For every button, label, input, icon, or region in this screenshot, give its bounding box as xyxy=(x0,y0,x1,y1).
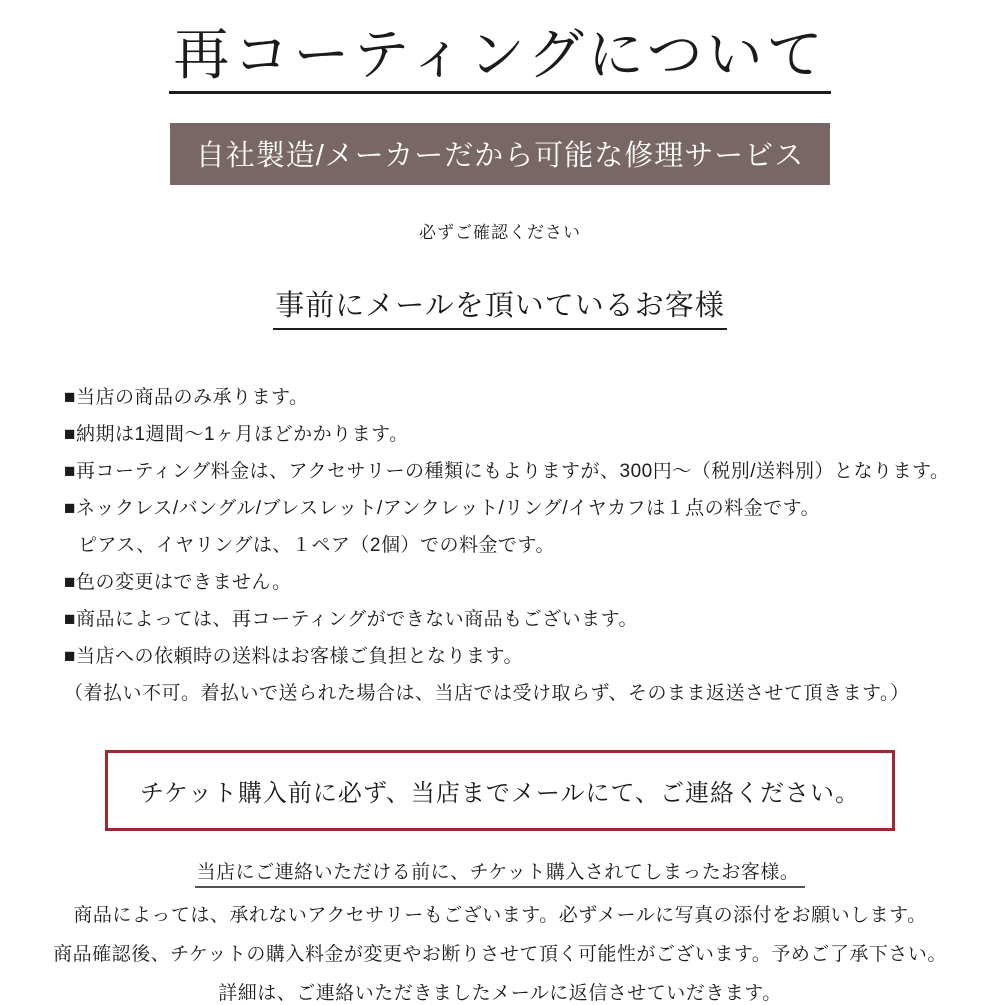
list-item: ■当店への依頼時の送料はお客様ご負担となります。 xyxy=(64,645,523,667)
list-item: ■再コーティング料金は、アクセサリーの種類にもよりますが、300円〜（税別/送料別）となります。 xyxy=(64,460,950,482)
list-item: （着払い不可。着払いで送られた場合は、当店では受け取らず、そのまま返送させて頂きます。） xyxy=(64,682,910,704)
footer-section xyxy=(0,857,1000,1005)
list-item: ■ネックレス/バングル/ブレスレット/アンクレット/リング/イヤカフは１点の料金です。 xyxy=(64,497,821,519)
title-section xyxy=(0,0,1000,94)
section-heading: 事前にメールを頂いているお客様 xyxy=(273,283,726,330)
page-title: 再コーティングについて xyxy=(169,24,830,94)
footer-heading: 当店にご連絡いただける前に、チケット購入されてしまったお客様。 xyxy=(195,857,806,888)
list-item: ■色の変更はできません。 xyxy=(64,571,292,593)
list-item: ■納期は1週間〜1ヶ月ほどかかります。 xyxy=(64,423,409,445)
footer-line: 詳細は、ご連絡いただきましたメールに返信させていだきます。 xyxy=(218,982,782,1004)
footer-line: 商品確認後、チケットの購入料金が変更やお断りさせて頂く可能性がございます。予めご了承下さい。 xyxy=(53,943,947,965)
footer-line: 商品によっては、承れないアクセサリーもございます。必ずメールに写真の添付をお願いします。 xyxy=(73,904,927,926)
confirmation-note: 必ずご確認ください xyxy=(419,222,581,242)
list-item: ■商品によっては、再コーティングができない商品もございます。 xyxy=(64,608,639,630)
contact-notice-text: チケット購入前に必ず、当店までメールにて、ご連絡ください。 xyxy=(140,779,860,807)
list-item: ■当店の商品のみ承ります。 xyxy=(64,386,309,408)
service-banner: 自社製造/メーカーだから可能な修理サービス xyxy=(170,123,830,185)
section-heading-wrap xyxy=(0,283,1000,330)
contact-notice-box xyxy=(105,750,895,831)
terms-list xyxy=(64,388,954,703)
list-item: ピアス、イヤリングは、１ペア（2個）での料金です。 xyxy=(78,534,555,556)
